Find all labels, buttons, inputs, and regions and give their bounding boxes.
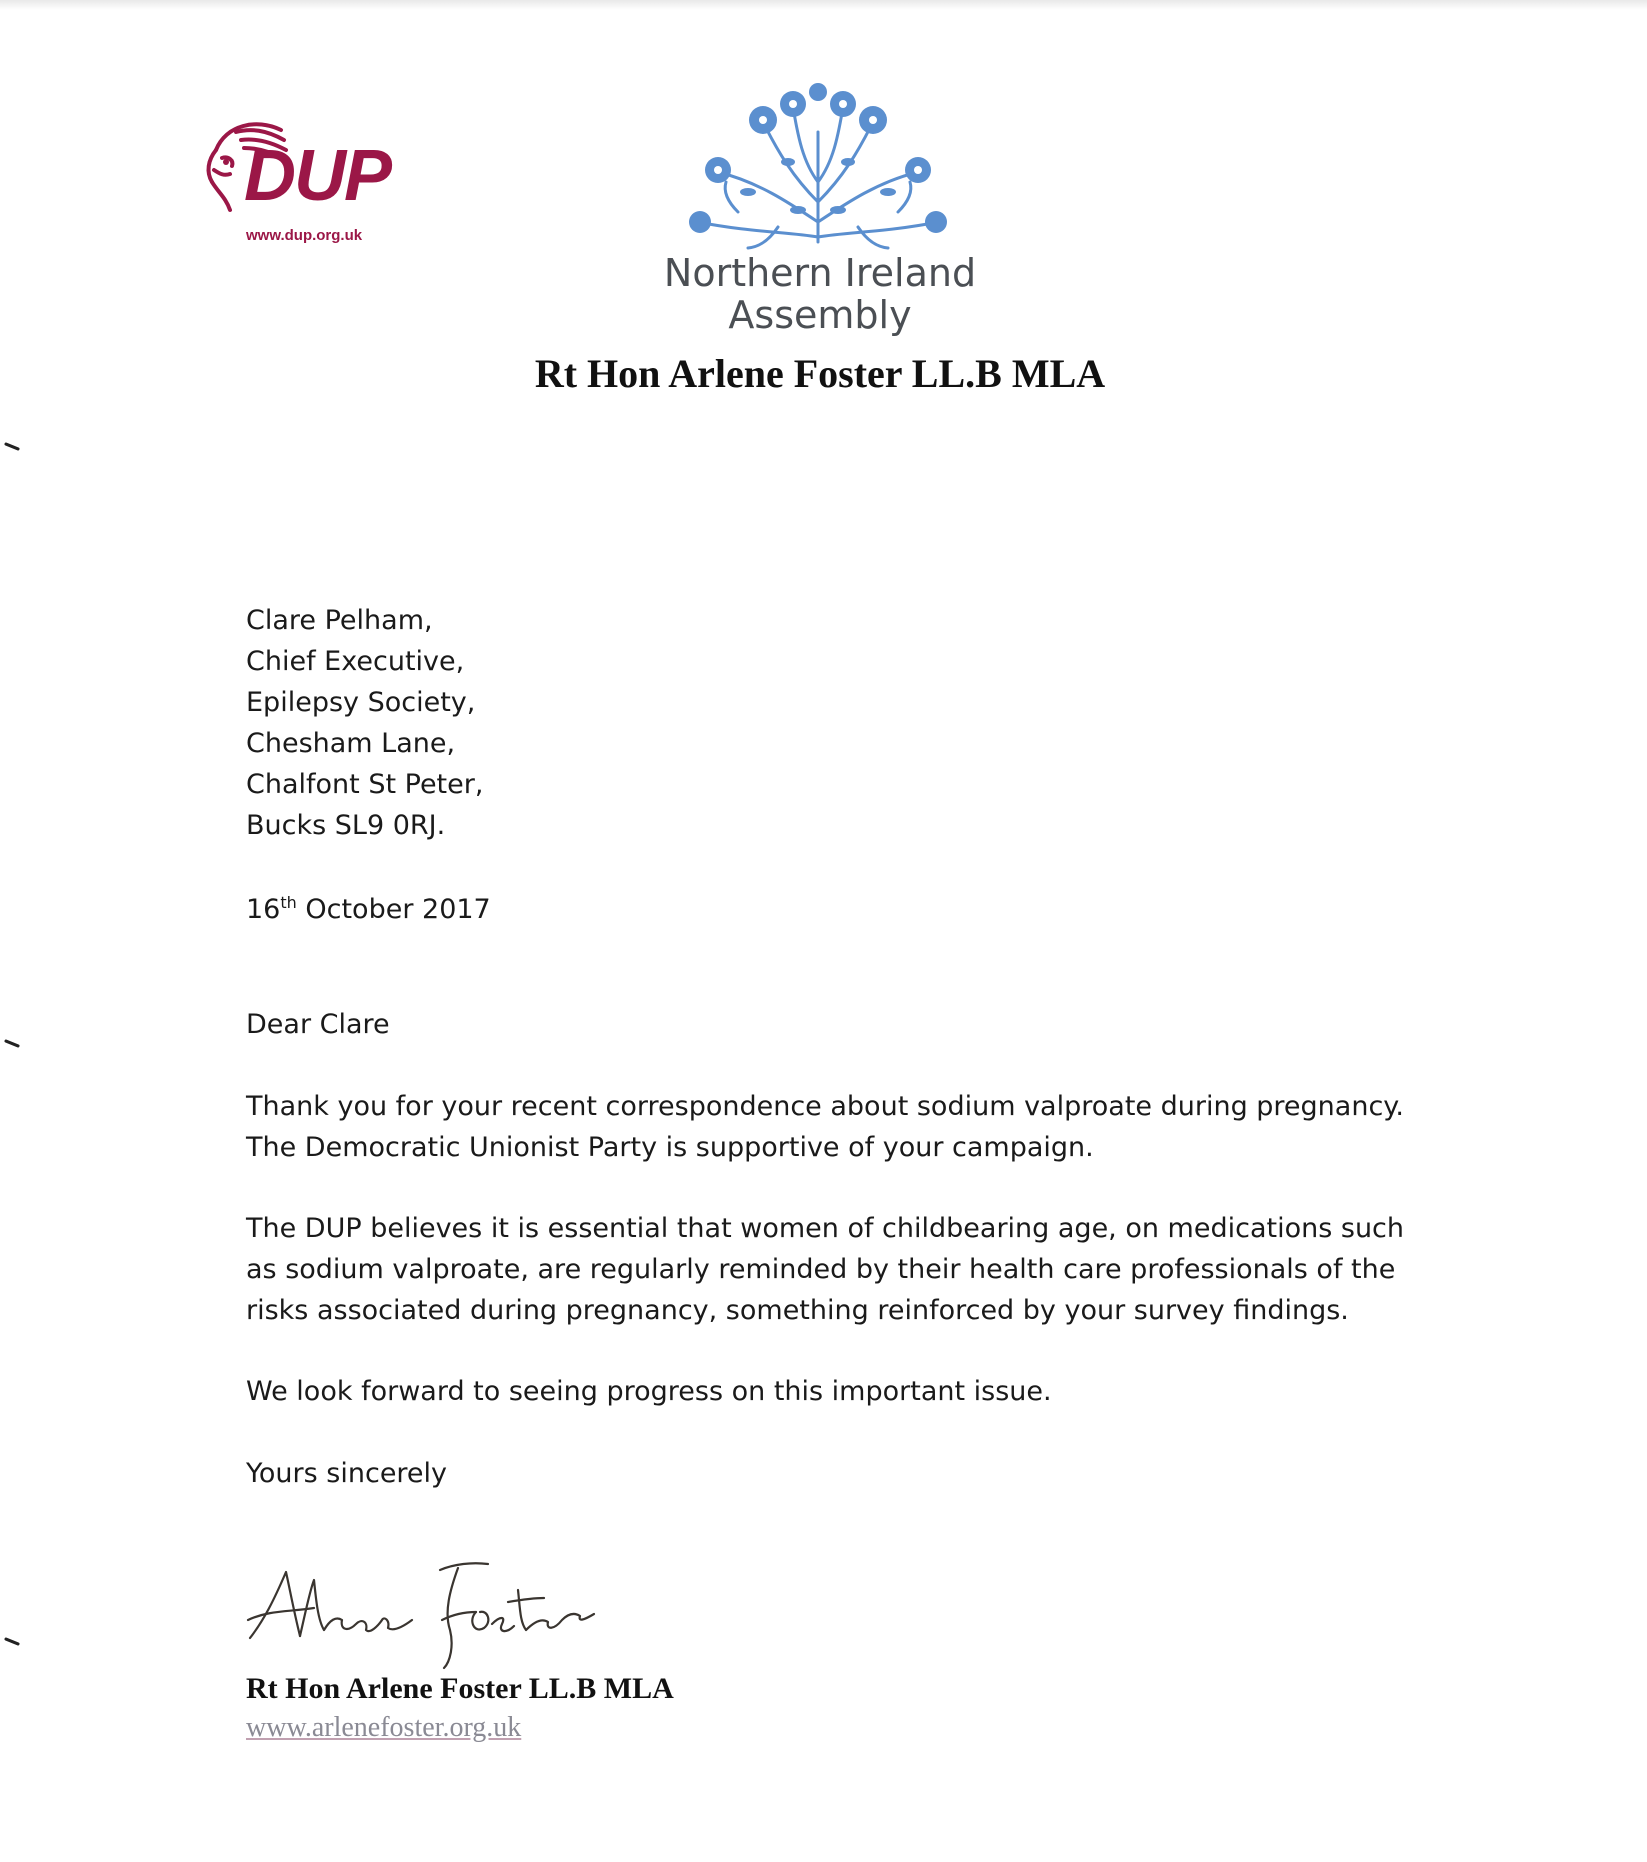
- address-line: Chalfont St Peter,: [246, 769, 484, 800]
- sender-heading: Rt Hon Arlene Foster LL.B MLA: [534, 351, 1106, 396]
- salutation: Dear Clare: [246, 1009, 390, 1040]
- handwritten-signature: [244, 1550, 614, 1670]
- assembly-name-line2: Assembly: [728, 293, 912, 337]
- signatory-name: Rt Hon Arlene Foster LL.B MLA: [246, 1672, 674, 1705]
- address-line: Chesham Lane,: [246, 728, 456, 759]
- scan-mark: [4, 1637, 20, 1646]
- assembly-name: [600, 252, 1040, 336]
- dup-wordmark: DUP: [244, 136, 391, 216]
- scan-shade: [0, 0, 1647, 10]
- closing: Yours sincerely: [246, 1458, 448, 1489]
- address-line: Chief Executive,: [246, 646, 465, 677]
- address-line: Bucks SL9 0RJ.: [246, 810, 446, 841]
- date-rest: October 2017: [305, 894, 491, 925]
- recipient-address: [246, 600, 483, 846]
- address-line: Epilepsy Society,: [246, 687, 476, 718]
- body-paragraph: We look forward to seeing progress on this important issue.: [246, 1376, 1052, 1407]
- date-day: 16: [246, 894, 281, 925]
- flax-flower-emblem-icon: [678, 82, 958, 250]
- dup-url: www.dup.org.uk: [246, 227, 363, 244]
- body-paragraph: Thank you for your recent correspondence about sodium valproate during pregnancy. The Democratic Unionist Party is supportive of your campaign.: [246, 1091, 1405, 1163]
- date-suffix: th: [280, 893, 297, 912]
- scan-mark: [4, 1039, 20, 1048]
- dup-logo: [196, 110, 466, 250]
- signatory-url[interactable]: www.arlenefoster.org.uk: [246, 1712, 522, 1743]
- assembly-name-line1: Northern Ireland: [663, 251, 977, 295]
- scan-mark: [4, 442, 20, 451]
- body-paragraph: The DUP believes it is essential that women of childbearing age, on medications such as sodium valproate, are regularly reminded by their health care professionals of the risks associated during pregnancy, something reinforced by your survey findings.: [246, 1213, 1405, 1326]
- address-line: Clare Pelham,: [246, 605, 433, 636]
- letter-date: [246, 882, 491, 930]
